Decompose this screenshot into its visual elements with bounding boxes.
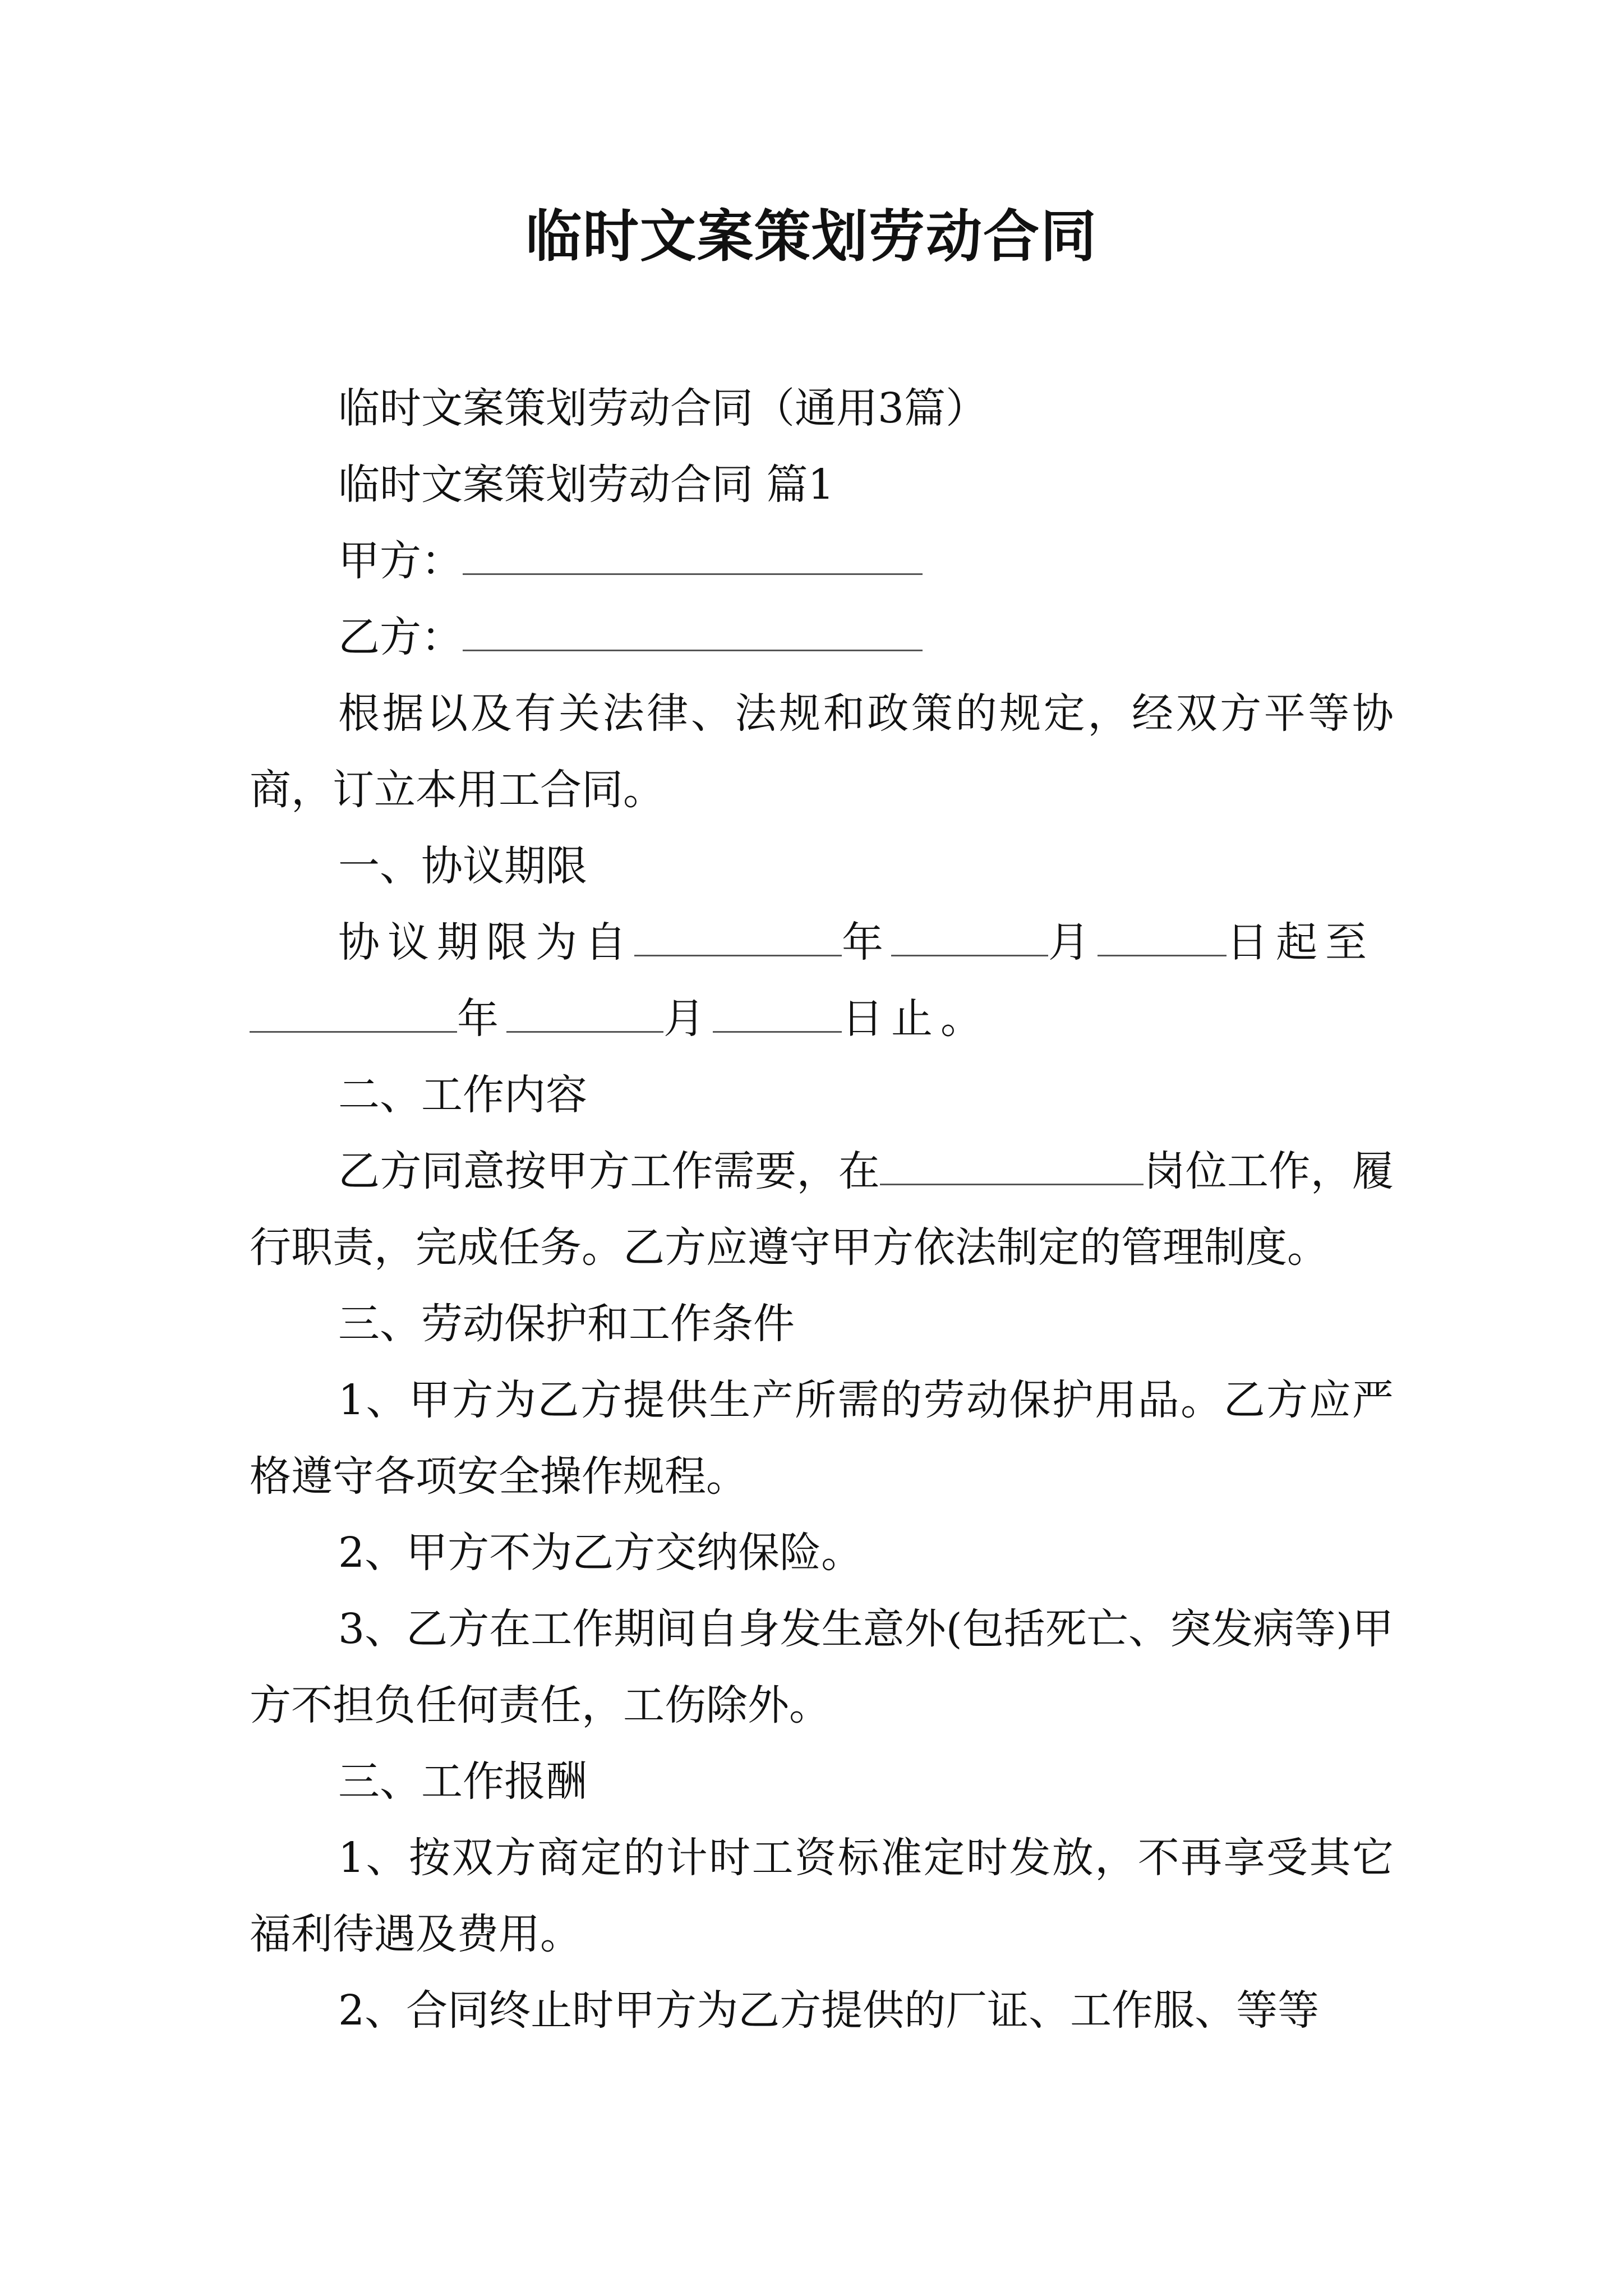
start-month-blank <box>891 917 1048 956</box>
document-body <box>250 370 1394 2049</box>
item-3-1: 1、甲方为乙方提供生产所需的劳动保护用品。乙方应严格遵守各项安全操作规程。 <box>250 1376 1394 1501</box>
start-month-label: 月 <box>1048 918 1098 967</box>
end-month-blank <box>506 993 663 1033</box>
document-title: 临时文案策划劳动合同 <box>525 204 1098 269</box>
item-3-2: 2、甲方不为乙方交纳保险。 <box>338 1529 863 1577</box>
end-day-blank <box>713 993 842 1033</box>
end-month-label: 月 <box>663 995 713 1043</box>
start-suffix: 日起至 <box>1227 918 1375 967</box>
term-paragraph <box>250 904 1394 1057</box>
section2-heading: 二、工作内容 <box>338 1071 587 1119</box>
party-a-label: 甲方： <box>338 537 463 585</box>
post-blank <box>880 1145 1144 1185</box>
section1-heading: 一、协议期限 <box>338 842 587 890</box>
term-prefix: 协议期限为自 <box>338 918 634 967</box>
subtitle-line: 临时文案策划劳动合同（通用3篇） <box>338 384 988 432</box>
work-prefix: 乙方同意按甲方工作需要，在 <box>338 1147 880 1195</box>
end-year-label: 年 <box>457 995 506 1043</box>
start-year-label: 年 <box>842 918 891 967</box>
work-paragraph <box>250 1133 1394 1286</box>
start-day-blank <box>1098 917 1227 956</box>
end-year-blank <box>250 993 457 1033</box>
party-b-blank <box>463 611 923 651</box>
party-a-line <box>250 523 1394 599</box>
start-year-blank <box>634 917 842 956</box>
section3-heading: 三、劳动保护和工作条件 <box>338 1300 795 1348</box>
item-4-1: 1、按双方商定的计时工资标准定时发放，不再享受其它福利待遇及费用。 <box>250 1834 1394 1958</box>
intro-paragraph: 根据以及有关法律、法规和政策的规定，经双方平等协商，订立本用工合同。 <box>250 689 1394 814</box>
section4-heading: 三、工作报酬 <box>338 1757 587 1806</box>
item-4-2: 2、合同终止时甲方为乙方提供的厂证、工作服、等等 <box>338 1986 1320 2035</box>
party-b-label: 乙方： <box>338 613 463 661</box>
party-b-line <box>250 599 1394 675</box>
end-suffix: 日止。 <box>842 995 990 1043</box>
work-suffix: 岗位工作，履行职责，完成任务。乙方应遵守甲方依法制定的管理制度。 <box>250 1147 1394 1272</box>
chapter-heading: 临时文案策划劳动合同 篇1 <box>338 461 834 509</box>
item-3-3: 3、乙方在工作期间自身发生意外(包括死亡、突发病等)甲方不担负任何责任，工伤除外。 <box>250 1605 1394 1729</box>
party-a-blank <box>463 535 923 575</box>
